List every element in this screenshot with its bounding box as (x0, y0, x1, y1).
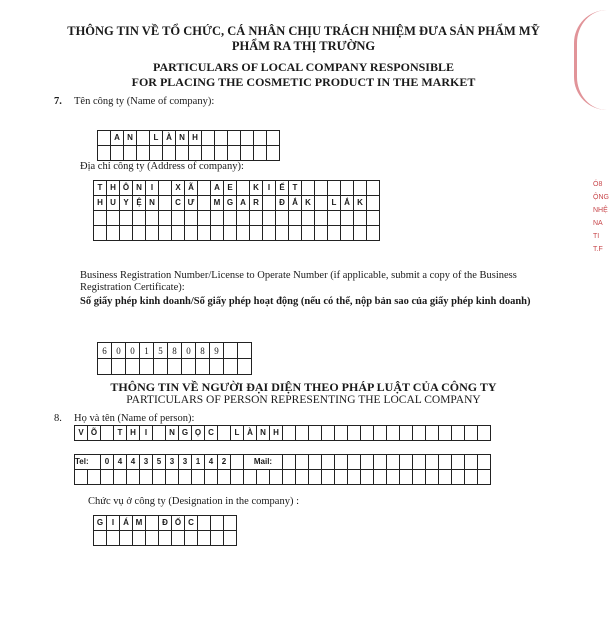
address-cell (211, 226, 224, 241)
name-cell (348, 426, 361, 441)
company-cell (202, 146, 215, 161)
address-cell (146, 211, 159, 226)
company-address-grid (93, 180, 380, 241)
address-cell (237, 181, 250, 196)
address-cell: I (146, 181, 159, 196)
registration-cell: 0 (112, 343, 126, 359)
tel-cell (205, 470, 218, 485)
address-cell (107, 211, 120, 226)
address-cell (289, 211, 302, 226)
tel-cell (348, 470, 361, 485)
address-cell: K (250, 181, 263, 196)
tel-cell (244, 470, 257, 485)
name-cell (439, 426, 452, 441)
address-cell (302, 181, 315, 196)
mail-cell (413, 455, 426, 470)
tel-cell (283, 470, 296, 485)
company-cell (176, 146, 189, 161)
address-cell (250, 211, 263, 226)
address-cell: N (133, 181, 146, 196)
tel-cell: 3 (179, 455, 192, 470)
address-cell (250, 226, 263, 241)
company-name-grid (97, 130, 280, 161)
designation-cell (120, 531, 133, 546)
name-cell: H (270, 426, 283, 441)
address-cell (302, 226, 315, 241)
mail-cell (296, 455, 309, 470)
company-cell: À (163, 131, 176, 146)
address-cell: A (237, 196, 250, 211)
address-cell: R (250, 196, 263, 211)
rep-title-en: PARTICULARS OF PERSON REPRESENTING THE LOCAL COMPANY (126, 394, 481, 406)
tel-cell (88, 470, 101, 485)
tel-cell (231, 470, 244, 485)
name-cell (322, 426, 335, 441)
company-cell (163, 146, 176, 161)
title-en-line2: FOR PLACING THE COSMETIC PRODUCT IN THE MARKET (131, 75, 476, 89)
section-7-number: 7. (54, 96, 62, 107)
name-cell: H (127, 426, 140, 441)
registration-cell (126, 359, 140, 375)
address-cell: K (302, 196, 315, 211)
name-cell (218, 426, 231, 441)
edge-stamp-text (593, 180, 607, 258)
address-cell (315, 226, 328, 241)
title-vi-line1: THÔNG TIN VỀ TỔ CHỨC, CÁ NHÂN CHỊU TRÁCH NHIỆM ĐƯA SẢN PHẨM MỸ (67, 24, 540, 38)
mail-cell (283, 455, 296, 470)
company-cell (137, 146, 150, 161)
designation-cell (198, 516, 211, 531)
name-cell: Ọ (192, 426, 205, 441)
tel-cell (387, 470, 400, 485)
registration-cell (98, 359, 112, 375)
tel-label: Tel: (75, 455, 101, 470)
address-cell (224, 226, 237, 241)
name-cell (374, 426, 387, 441)
company-cell (267, 146, 280, 161)
address-cell (94, 211, 107, 226)
company-cell: N (176, 131, 189, 146)
name-cell (400, 426, 413, 441)
address-cell: Ế (276, 181, 289, 196)
name-cell (465, 426, 478, 441)
designation-cell: Á (120, 516, 133, 531)
name-cell (309, 426, 322, 441)
address-cell (354, 181, 367, 196)
tel-cell (166, 470, 179, 485)
address-cell: Ô (120, 181, 133, 196)
company-cell (241, 131, 254, 146)
designation-cell (198, 531, 211, 546)
name-cell (296, 426, 309, 441)
address-cell (237, 211, 250, 226)
address-cell (341, 181, 354, 196)
tel-cell (153, 470, 166, 485)
address-cell (367, 181, 380, 196)
mail-cell (322, 455, 335, 470)
tel-cell: 3 (140, 455, 153, 470)
tel-cell (465, 470, 478, 485)
name-cell (387, 426, 400, 441)
tel-cell (452, 470, 465, 485)
designation-cell: M (133, 516, 146, 531)
person-name-label: Họ và tên (Name of person): (74, 413, 195, 424)
rep-title-vi: THÔNG TIN VỀ NGƯỜI ĐẠI DIỆN THEO PHÁP LUẬT CỦA CÔNG TY (110, 380, 497, 394)
registration-cell (154, 359, 168, 375)
name-cell (153, 426, 166, 441)
tel-cell (296, 470, 309, 485)
tel-cell (335, 470, 348, 485)
registration-cell: 6 (98, 343, 112, 359)
tel-cell: 2 (218, 455, 231, 470)
address-cell (185, 226, 198, 241)
tel-cell (140, 470, 153, 485)
mail-cell (348, 455, 361, 470)
tel-cell: 3 (166, 455, 179, 470)
edge-mark: Ó8 (593, 181, 603, 188)
company-cell (254, 146, 267, 161)
tel-cell (114, 470, 127, 485)
address-cell (159, 211, 172, 226)
address-cell (211, 211, 224, 226)
address-cell (354, 226, 367, 241)
name-cell: À (244, 426, 257, 441)
tel-cell (179, 470, 192, 485)
designation-cell (224, 516, 237, 531)
designation-cell (211, 516, 224, 531)
tel-cell (257, 470, 270, 485)
company-cell (241, 146, 254, 161)
edge-mark: NA (593, 220, 603, 227)
registration-cell (224, 343, 238, 359)
address-cell: K (354, 196, 367, 211)
edge-mark: NHỆ (593, 207, 608, 214)
name-cell (283, 426, 296, 441)
address-cell (367, 226, 380, 241)
designation-cell (224, 531, 237, 546)
address-cell (224, 211, 237, 226)
tel-cell (75, 470, 88, 485)
registration-number-grid (97, 342, 252, 375)
designation-cell (159, 531, 172, 546)
name-cell: L (231, 426, 244, 441)
company-cell (228, 131, 241, 146)
designation-cell (185, 531, 198, 546)
registration-cell (168, 359, 182, 375)
company-cell (267, 131, 280, 146)
tel-cell: 0 (101, 455, 114, 470)
registration-cell: 9 (210, 343, 224, 359)
tel-cell (101, 470, 114, 485)
tel-cell (413, 470, 426, 485)
registration-cell: 8 (196, 343, 210, 359)
company-cell: H (189, 131, 202, 146)
company-cell (215, 131, 228, 146)
registration-cell: 0 (126, 343, 140, 359)
address-cell: L (328, 196, 341, 211)
address-cell (172, 226, 185, 241)
registration-cell: 0 (182, 343, 196, 359)
designation-cell (172, 531, 185, 546)
address-cell: T (289, 181, 302, 196)
tel-cell: 4 (205, 455, 218, 470)
tel-mail-grid (74, 454, 491, 485)
registration-cell (210, 359, 224, 375)
name-cell (361, 426, 374, 441)
designation-cell: I (107, 516, 120, 531)
address-cell (159, 226, 172, 241)
person-name-grid (74, 425, 491, 441)
tel-cell (374, 470, 387, 485)
address-cell (198, 181, 211, 196)
address-cell: C (172, 196, 185, 211)
company-cell (254, 131, 267, 146)
mail-cell (387, 455, 400, 470)
address-cell: Ắ (289, 196, 302, 211)
tel-cell (231, 455, 244, 470)
registration-cell (140, 359, 154, 375)
address-cell (263, 196, 276, 211)
tel-cell (426, 470, 439, 485)
address-cell: H (107, 181, 120, 196)
tel-cell: 5 (153, 455, 166, 470)
company-cell: N (124, 131, 137, 146)
address-cell: G (224, 196, 237, 211)
name-cell: N (257, 426, 270, 441)
tel-cell (439, 470, 452, 485)
registration-label-vi: Số giấy phép kinh doanh/Số giấy phép hoạt động (nếu có thể, nộp bản sao của giấy phép kinh doanh) (80, 296, 531, 307)
address-cell: Ệ (133, 196, 146, 211)
mail-cell (309, 455, 322, 470)
address-cell (341, 226, 354, 241)
mail-cell (374, 455, 387, 470)
tel-cell (400, 470, 413, 485)
designation-cell (133, 531, 146, 546)
address-cell (146, 226, 159, 241)
address-cell: Ã (185, 181, 198, 196)
name-cell: N (166, 426, 179, 441)
registration-label-en: Business Registration Number/License to Operate Number (if applicable, submit a copy of the Business Registration Certificate): (80, 270, 517, 293)
address-cell (302, 211, 315, 226)
designation-cell: C (185, 516, 198, 531)
designation-cell (94, 531, 107, 546)
address-cell (328, 211, 341, 226)
red-seal-fragment (574, 10, 607, 110)
registration-cell (182, 359, 196, 375)
address-cell: T (94, 181, 107, 196)
address-cell (94, 226, 107, 241)
company-cell (189, 146, 202, 161)
address-cell (315, 181, 328, 196)
company-cell (124, 146, 137, 161)
name-cell: G (179, 426, 192, 441)
address-cell: Ư (185, 196, 198, 211)
company-cell: L (150, 131, 163, 146)
mail-cell (452, 455, 465, 470)
address-cell (133, 226, 146, 241)
address-cell (107, 226, 120, 241)
address-cell: N (146, 196, 159, 211)
section-8-number: 8. (54, 413, 62, 424)
address-cell (367, 196, 380, 211)
name-cell (426, 426, 439, 441)
mail-cell (465, 455, 478, 470)
address-cell (237, 226, 250, 241)
company-cell (98, 146, 111, 161)
tel-cell (270, 470, 283, 485)
designation-cell (107, 531, 120, 546)
title-vi-line2: PHẨM RA THỊ TRƯỜNG (231, 39, 376, 53)
tel-cell (309, 470, 322, 485)
designation-cell: Ố (172, 516, 185, 531)
address-cell (198, 196, 211, 211)
address-cell: M (211, 196, 224, 211)
company-address-label: Địa chỉ công ty (Address of company): (80, 161, 244, 172)
designation-cell (146, 516, 159, 531)
name-cell: C (205, 426, 218, 441)
company-cell: A (111, 131, 124, 146)
address-cell: X (172, 181, 185, 196)
address-cell: U (107, 196, 120, 211)
registration-cell (238, 343, 252, 359)
tel-cell (218, 470, 231, 485)
name-cell: V (75, 426, 88, 441)
address-cell (198, 226, 211, 241)
mail-cell (400, 455, 413, 470)
name-cell (478, 426, 491, 441)
address-cell (341, 211, 354, 226)
tel-cell (192, 470, 205, 485)
mail-label: Mail: (244, 455, 283, 470)
designation-cell (146, 531, 159, 546)
name-cell (452, 426, 465, 441)
registration-cell: 8 (168, 343, 182, 359)
registration-cell (238, 359, 252, 375)
company-cell (215, 146, 228, 161)
company-cell (98, 131, 111, 146)
mail-cell (426, 455, 439, 470)
company-cell (111, 146, 124, 161)
address-cell (263, 226, 276, 241)
designation-cell: Đ (159, 516, 172, 531)
registration-cell: 1 (140, 343, 154, 359)
designation-cell (211, 531, 224, 546)
registration-cell (112, 359, 126, 375)
tel-cell: 4 (114, 455, 127, 470)
name-cell (413, 426, 426, 441)
company-name-label: Tên công ty (Name of company): (74, 96, 215, 107)
tel-cell (361, 470, 374, 485)
address-cell: A (211, 181, 224, 196)
company-cell (150, 146, 163, 161)
mail-cell (478, 455, 491, 470)
address-cell (133, 211, 146, 226)
mail-cell (439, 455, 452, 470)
address-cell: E (224, 181, 237, 196)
name-cell (335, 426, 348, 441)
address-cell (172, 211, 185, 226)
address-cell (185, 211, 198, 226)
edge-mark: ỘNG (593, 194, 609, 201)
tel-cell (478, 470, 491, 485)
address-cell (276, 211, 289, 226)
company-cell (137, 131, 150, 146)
address-cell (367, 211, 380, 226)
designation-label: Chức vụ ở công ty (Designation in the company) : (88, 496, 299, 507)
address-cell (120, 226, 133, 241)
address-cell (263, 211, 276, 226)
address-cell: Ắ (341, 196, 354, 211)
company-cell (228, 146, 241, 161)
address-cell: Đ (276, 196, 289, 211)
address-cell (328, 226, 341, 241)
company-cell (202, 131, 215, 146)
tel-cell: 4 (127, 455, 140, 470)
address-cell: I (263, 181, 276, 196)
designation-grid (93, 515, 237, 546)
address-cell: H (94, 196, 107, 211)
address-cell (159, 181, 172, 196)
tel-cell (322, 470, 335, 485)
name-cell: Õ (88, 426, 101, 441)
address-cell (120, 211, 133, 226)
mail-cell (361, 455, 374, 470)
tel-cell: 1 (192, 455, 205, 470)
name-cell (101, 426, 114, 441)
registration-cell (196, 359, 210, 375)
address-cell (159, 196, 172, 211)
address-cell (276, 226, 289, 241)
edge-mark: TI (593, 233, 600, 240)
registration-cell (224, 359, 238, 375)
address-cell: Y (120, 196, 133, 211)
address-cell (315, 196, 328, 211)
edge-mark: T.F (593, 246, 603, 253)
address-cell (315, 211, 328, 226)
designation-cell: G (94, 516, 107, 531)
address-cell (289, 226, 302, 241)
address-cell (354, 211, 367, 226)
address-cell (198, 211, 211, 226)
registration-cell: 5 (154, 343, 168, 359)
address-cell (328, 181, 341, 196)
name-cell: I (140, 426, 153, 441)
title-en-line1: PARTICULARS OF LOCAL COMPANY RESPONSIBLE (153, 60, 454, 74)
name-cell: T (114, 426, 127, 441)
mail-cell (335, 455, 348, 470)
tel-cell (127, 470, 140, 485)
